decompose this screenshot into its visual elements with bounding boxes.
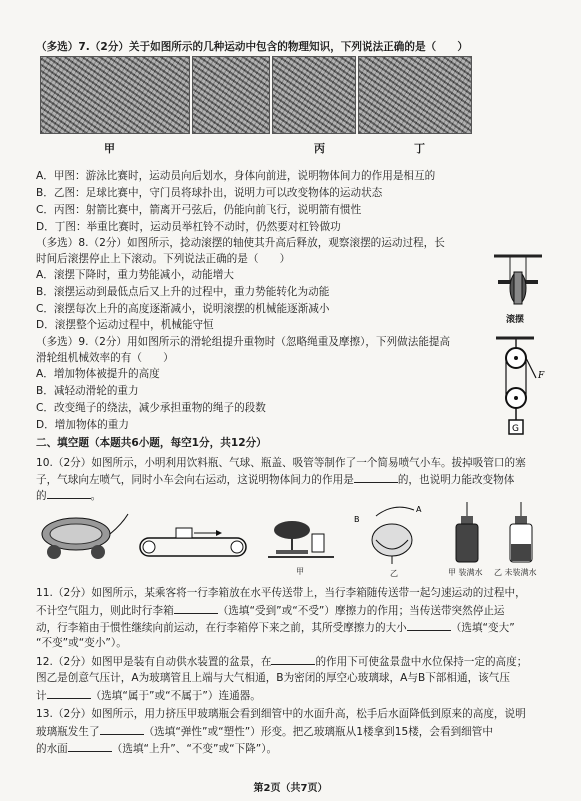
q10-text-3b: 。 <box>90 490 102 502</box>
photo-label-bing: 丙 <box>314 142 325 155</box>
q12-line-2: 图乙是创意气压计，A为玻璃管且上端与大气相通，B为密闭的厚空心玻璃球，A与B下部相通，该气压 <box>36 672 510 684</box>
q11-text-3b: （选填“变大” <box>450 622 515 634</box>
pulley-system-figure <box>490 334 554 440</box>
q10-blank-1[interactable] <box>354 472 398 483</box>
q9-option-a: A．增加物体被提升的高度 <box>36 368 160 380</box>
bottle-partial-caption: 乙 未装满水 <box>494 568 537 577</box>
q11-blank-1[interactable] <box>174 603 218 614</box>
q8-stem-line-2: 时间后滚摆停止上下滚动。下列说法正确的是（ ） <box>36 253 291 265</box>
q8-option-d: D．滚摆整个运动过程中，机械能守恒 <box>36 319 214 331</box>
q13-text-3b: （选填“上升”、“不变”或“下降”）。 <box>111 743 278 755</box>
q10-text-2a: 子，气球向左喷气，同时小车会向右运动，这说明物体间力的作用是 <box>36 474 354 486</box>
q9-stem-line-1: （多选）9.（2分）用如图所示的滑轮组提升重物时（忽略绳重及摩擦），下列做法能提高 <box>36 336 451 348</box>
q11-line-4: “不变”或“变小”）。 <box>36 637 127 649</box>
soccer-photo <box>192 56 270 134</box>
q7-option-a: A．甲图：游泳比赛时，运动员向后划水，身体向前进，说明物体间力的作用是相互的 <box>36 170 436 182</box>
q11-line-2 <box>36 603 505 618</box>
q11-line-3 <box>36 620 515 635</box>
q13-text-2a: 玻璃瓶发生了 <box>36 726 100 738</box>
q11-line-1: 11.（2分）如图所示，某乘客将一行李箱放在水平传送带上，当行李箱随传送带一起匀速运动的过程中， <box>36 587 526 599</box>
q9-option-b: B．减轻动滑轮的重力 <box>36 385 139 397</box>
q12-text-1a: 12.（2分）如图甲是装有自动供水装置的盆景，在 <box>36 656 272 668</box>
q13-blank-1[interactable] <box>100 724 144 735</box>
q9-option-d: D．增加物体的重力 <box>36 419 129 431</box>
q8-stem-line-1: （多选）8.（2分）如图所示，捻动滚摆的轴使其升高后释放，观察滚摆的运动过程，长 <box>36 237 445 249</box>
q10-line-2 <box>36 472 514 487</box>
swimming-photo <box>40 56 190 134</box>
photo-label-ding: 丁 <box>414 142 425 155</box>
q10-text-2b: 的，也说明力能改变物体 <box>397 474 515 486</box>
barometer-caption: 乙 <box>390 569 398 578</box>
q9-stem-line-2: 滑轮组机械效率的有（ ） <box>36 352 174 364</box>
page-footer: 第2页（共7页） <box>253 783 328 794</box>
q8-option-c: C．滚摆每次上升的高度逐渐减小，说明滚摆的机械能逐渐减小 <box>36 303 330 315</box>
section-2-heading: 二、填空题（本题共6小题，每空1分，共12分） <box>36 437 267 449</box>
q9-option-c: C．改变绳子的绕法，减少承担重物的绳子的段数 <box>36 402 266 414</box>
q7-stem: （多选）7.（2分）关于如图所示的几种运动中包含的物理知识，下列说法正确的是（ ） <box>36 41 468 53</box>
q12-text-1b: 的作用下可使盆景盘中水位保持一定的高度； <box>315 656 528 668</box>
q7-option-b: B．乙图：足球比赛中，守门员将球扑出，说明力可以改变物体的运动状态 <box>36 187 383 199</box>
q10-line-3 <box>36 488 101 503</box>
q13-blank-2[interactable] <box>68 741 112 752</box>
jet-car-figure <box>34 504 134 564</box>
bottle-full-figure <box>452 500 482 564</box>
q11-blank-2[interactable] <box>407 620 451 631</box>
archery-photo <box>272 56 356 134</box>
q12-text-3a: 计 <box>36 690 47 702</box>
q13-line-2 <box>36 724 493 739</box>
q8-option-a: A．滚摆下降时，重力势能减小，动能增大 <box>36 269 234 281</box>
q12-text-3b: （选填“属于”或“不属于”）连通器。 <box>90 690 261 702</box>
q13-text-3a: 的水面 <box>36 743 68 755</box>
barometer-label-a: A <box>416 505 422 514</box>
q10-blank-2[interactable] <box>47 488 91 499</box>
bottle-partial-figure <box>506 500 536 564</box>
weightlifting-photo <box>358 56 472 134</box>
pulley-weight-label: G <box>512 424 519 434</box>
q8-option-b: B．滚摆运动到最低点后又上升的过程中，重力势能转化为动能 <box>36 286 330 298</box>
q10-line-1: 10.（2分）如图所示，小明利用饮料瓶、气球、瓶盖、吸管等制作了一个简易喷气小车。拔掉吸管口的塞 <box>36 457 526 469</box>
bonsai-caption: 甲 <box>296 567 304 576</box>
q12-blank-1[interactable] <box>271 654 315 665</box>
q12-line-3 <box>36 688 261 703</box>
barometer-figure <box>348 500 440 566</box>
q13-line-1: 13.（2分）如图所示，用力挤压甲玻璃瓶会看到细管中的水面升高，松手后水面降低到原来的高度，说明 <box>36 708 526 720</box>
q7-option-d: D．丁图：举重比赛时，运动员举杠铃不动时，仍然要对杠铃做功 <box>36 221 341 233</box>
q7-option-c: C．丙图：射箭比赛中，箭离开弓弦后，仍能向前飞行，说明箭有惯性 <box>36 204 362 216</box>
q12-blank-2[interactable] <box>47 688 91 699</box>
maxwell-wheel-caption: 滚摆 <box>506 315 525 325</box>
photo-label-jia: 甲 <box>104 142 115 155</box>
barometer-label-b: B <box>354 515 360 524</box>
pulley-force-label: F <box>538 371 545 381</box>
q12-line-1 <box>36 654 527 669</box>
q10-text-3a: 的 <box>36 490 47 502</box>
bonsai-figure <box>262 516 342 566</box>
conveyor-belt-figure <box>136 520 252 564</box>
bottle-full-caption: 甲 装满水 <box>448 568 483 577</box>
q11-text-2a: 不计空气阻力，则此时行李箱 <box>36 605 174 617</box>
q13-line-3 <box>36 741 277 756</box>
q13-text-2b: （选填“弹性”或“塑性”）形变。把乙玻璃瓶从1楼拿到15楼，会看到细管中 <box>143 726 493 738</box>
q11-text-2b: （选填“受到”或“不受”）摩擦力的作用；当传送带突然停止运 <box>217 605 505 617</box>
q11-text-3a: 动，行李箱由于惯性继续向前运动，在行李箱停下来之前，其所受摩擦力的大小 <box>36 622 407 634</box>
